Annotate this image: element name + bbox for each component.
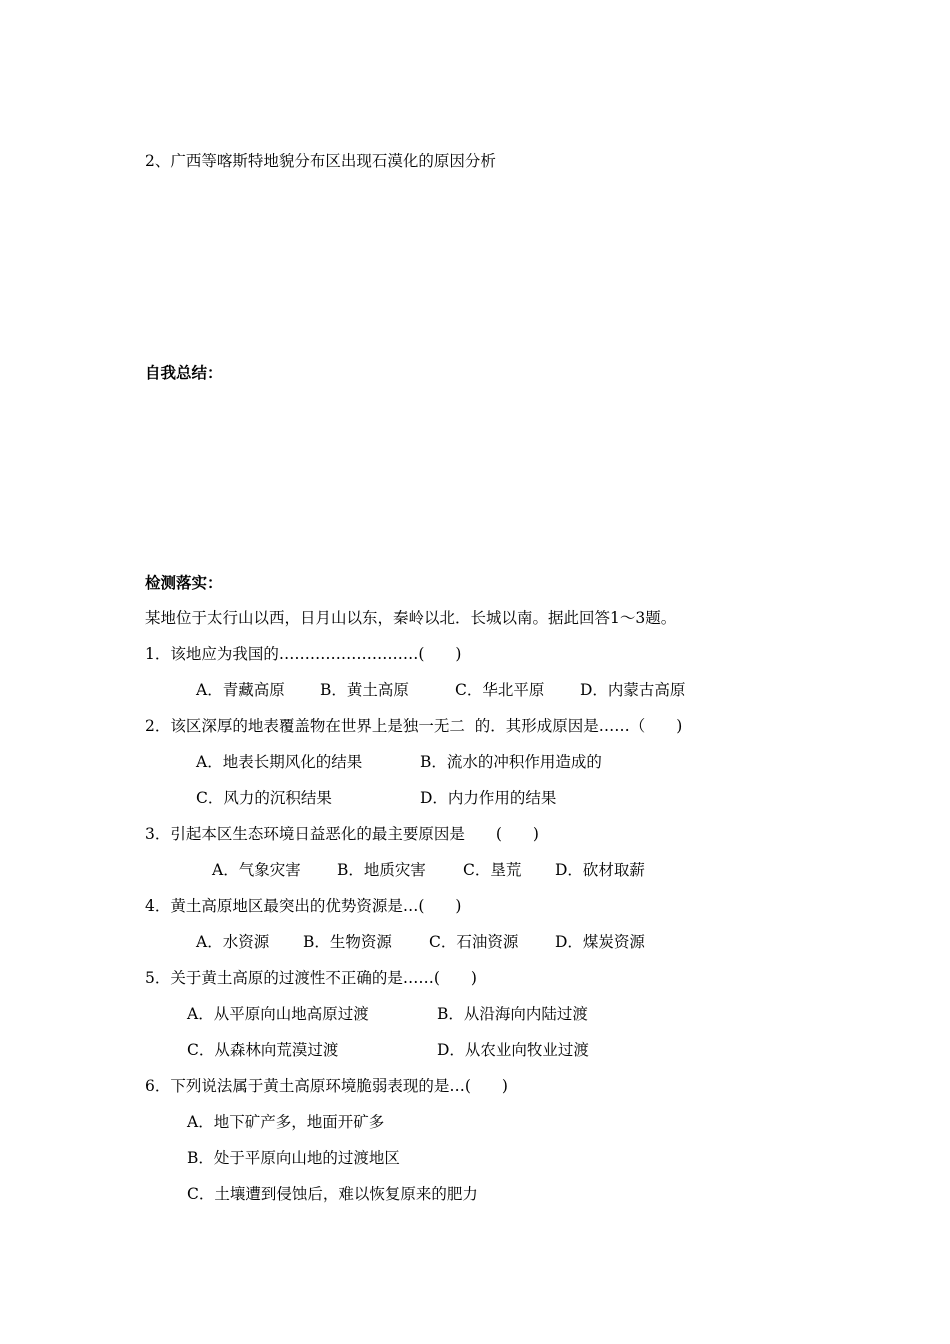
q1-option-c: C．华北平原 (455, 681, 545, 699)
passage-text: 某地位于太行山以西，日月山以东，秦岭以北．长城以南。据此回答1～3题。 (145, 609, 677, 627)
q4-option-d: D．煤炭资源 (555, 933, 645, 951)
question-2-analysis: 2、广西等喀斯特地貌分布区出现石漠化的原因分析 (145, 152, 496, 170)
q3-option-b: B．地质灾害 (337, 861, 426, 879)
q6-option-a: A．地下矿产多，地面开矿多 (187, 1113, 385, 1131)
q4-option-a: A．水资源 (196, 933, 270, 951)
q1-option-b: B．黄土高原 (320, 681, 409, 699)
question-6-stem: 6．下列说法属于黄土高原环境脆弱表现的是…( ) (145, 1077, 508, 1095)
question-4-stem: 4．黄土高原地区最突出的优势资源是…( ) (145, 897, 462, 915)
q3-option-c: C．垦荒 (463, 861, 522, 879)
q1-option-a: A．青藏高原 (196, 681, 285, 699)
self-summary-heading: 自我总结： (145, 364, 223, 382)
q2-option-a: A．地表长期风化的结果 (196, 753, 363, 771)
q4-option-c: C．石油资源 (429, 933, 519, 951)
question-3-stem: 3．引起本区生态环境日益恶化的最主要原因是 ( ) (145, 825, 539, 843)
q5-option-c: C．从森林向荒漠过渡 (187, 1041, 339, 1059)
q3-option-a: A．气象灾害 (212, 861, 301, 879)
q3-option-d: D．砍材取薪 (555, 861, 645, 879)
q2-option-c: C．风力的沉积结果 (196, 789, 332, 807)
q6-option-b: B．处于平原向山地的过渡地区 (187, 1149, 400, 1167)
check-heading: 检测落实： (145, 574, 223, 592)
q1-option-d: D．内蒙古高原 (580, 681, 686, 699)
q2-option-b: B．流水的冲积作用造成的 (420, 753, 602, 771)
question-2-stem: 2．该区深厚的地表覆盖物在世界上是独一无二 的．其形成原因是……（ ) (145, 717, 683, 735)
question-1-stem: 1．该地应为我国的………………………( ) (145, 645, 462, 663)
q6-option-c: C．土壤遭到侵蚀后，难以恢复原来的肥力 (187, 1185, 478, 1203)
q4-option-b: B．生物资源 (303, 933, 392, 951)
q5-option-d: D．从农业向牧业过渡 (437, 1041, 589, 1059)
question-5-stem: 5．关于黄土高原的过渡性不正确的是……( ) (145, 969, 477, 987)
q5-option-b: B．从沿海向内陆过渡 (437, 1005, 588, 1023)
q5-option-a: A．从平原向山地高原过渡 (187, 1005, 369, 1023)
q2-option-d: D．内力作用的结果 (420, 789, 557, 807)
